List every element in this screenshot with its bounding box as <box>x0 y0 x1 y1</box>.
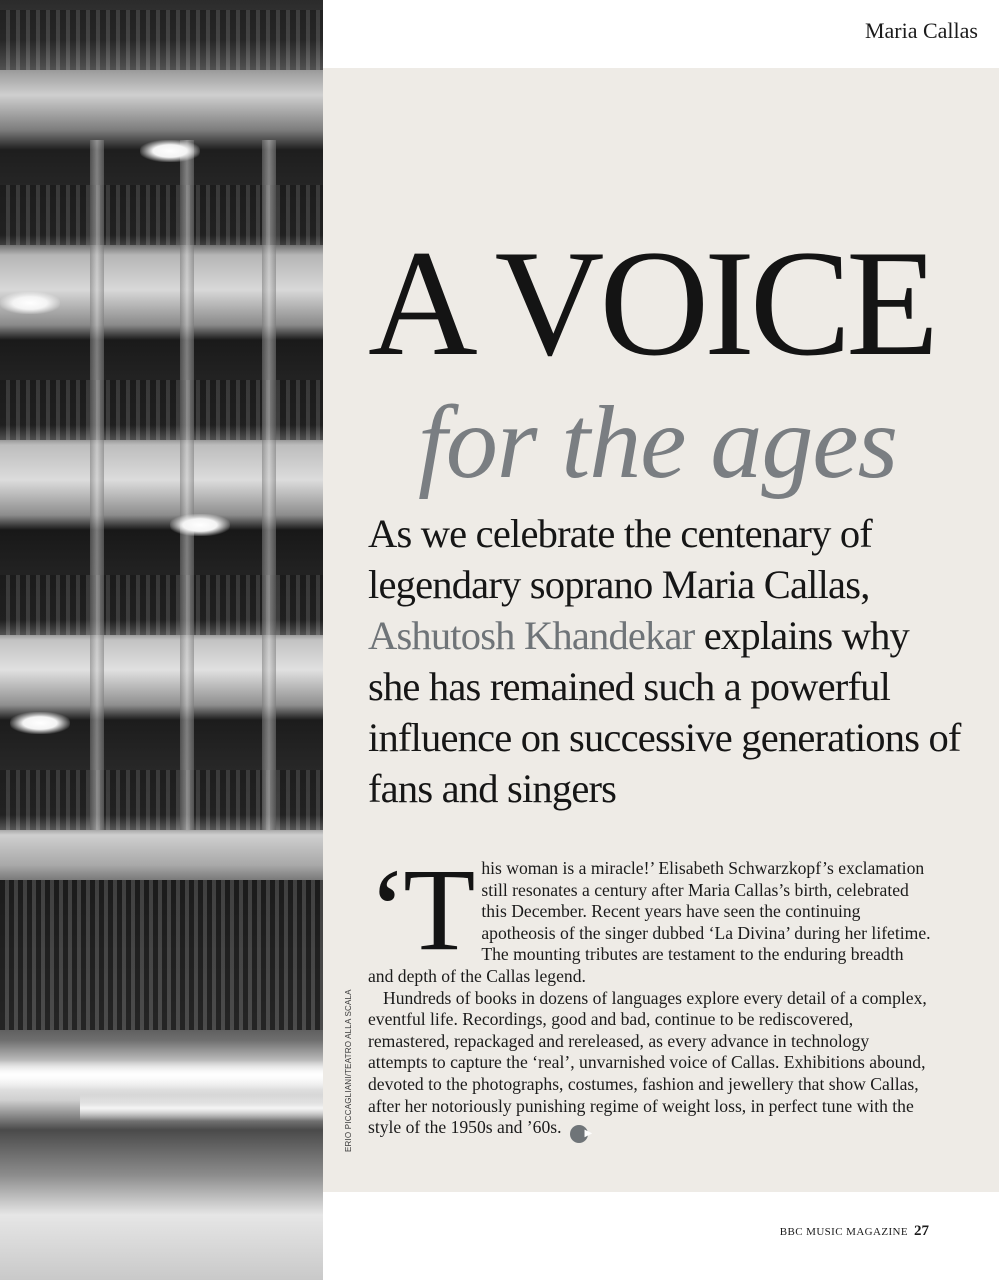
standfirst-text: As we celebrate the centenary of legendary soprano Maria Callas, <box>368 511 872 607</box>
article-subtitle: for the ages <box>418 385 898 500</box>
continue-arrow-icon: ▶ <box>570 1125 588 1143</box>
author-name: Ashutosh Khandekar <box>368 613 695 658</box>
article-panel <box>323 68 999 1192</box>
chandelier-light <box>0 292 60 314</box>
magazine-name: BBC MUSIC MAGAZINE <box>779 1226 908 1238</box>
body-paragraph <box>368 844 933 988</box>
drop-cap: ‘T <box>368 844 472 975</box>
column <box>262 140 276 830</box>
article-body <box>368 844 933 1143</box>
standfirst-text: explains why she has remained such a powerful influence on successive generations of fans and singers <box>368 613 961 811</box>
body-paragraph <box>368 988 933 1144</box>
stage-light <box>80 1095 323 1121</box>
column <box>180 140 194 830</box>
chandelier-light <box>140 140 200 162</box>
photo-credit: ERIO PICCAGLIANI/TEATRO ALLA SCALA <box>344 989 353 1152</box>
stage-light <box>0 1060 323 1090</box>
folio <box>780 1222 929 1240</box>
crowd-tier-1 <box>0 10 323 70</box>
stalls-audience <box>0 880 323 1030</box>
paragraph-text: Hundreds of books in dozens of languages explore every detail of a complex, eventful life. Recordings, good and bad, continue to be rediscovered, remastered, repackaged and rereleased, as every advance in technology attempts to capture the ‘real’, unvarnished voice of Callas. Exhibitions abound, devoted to the photographs, costumes, fashion and jewellery that show Callas, after her notoriously punishing regime of weight loss, in perfect tune with the style of the 1950s and ’60s. <box>368 987 927 1138</box>
chandelier-light <box>10 712 70 734</box>
paragraph-text: his woman is a miracle!’ Elisabeth Schwarzkopf’s exclamation still resonates a century after Maria Callas’s birth, celebrated this December. Recent years have seen the continuing apotheosis of the singer dubbed ‘La Divina’ during her lifetime. The mounting tributes are testament to the enduring breadth and depth of the Callas legend. <box>368 858 931 986</box>
article-title: A VOICE <box>368 219 935 387</box>
chandelier-light <box>170 514 230 536</box>
running-head: Maria Callas <box>864 18 978 43</box>
opera-house-photo <box>0 0 323 1280</box>
page-number: 27 <box>914 1223 929 1239</box>
standfirst <box>368 508 968 814</box>
column <box>90 140 104 830</box>
